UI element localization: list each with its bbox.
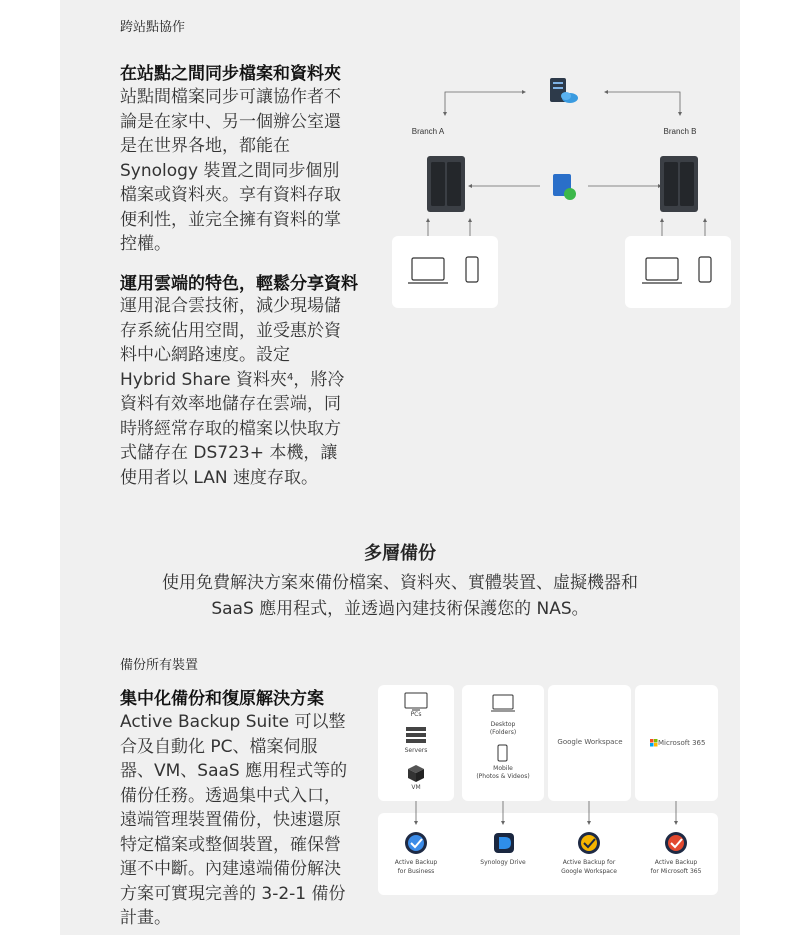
servers-label: Servers [404, 747, 428, 754]
text-line: 便利性，並完全擁有資料的掌 [120, 209, 341, 230]
sync-diagram-svg [390, 70, 735, 315]
pc-icon [405, 693, 427, 710]
active-backup-google-icon [578, 832, 600, 854]
app-label-line1: Active Backup [654, 859, 698, 866]
desktop-icon [491, 695, 515, 711]
app-label-line2: for Microsoft 365 [650, 868, 702, 875]
backup-description [120, 710, 347, 931]
sync-diagram [390, 70, 735, 315]
google-workspace-label: Google Workspace [557, 738, 623, 746]
text-line: 料中心網路速度。設定 [120, 345, 290, 365]
nas-device-icon [660, 156, 698, 212]
cloud-description [120, 294, 344, 490]
text-line: 論是在家中、另一個辦公室還 [120, 111, 341, 132]
desktop-label: Desktop [490, 721, 516, 728]
text-line: Active Backup Suite 可以整 [120, 712, 346, 732]
backup-title: 多層備份 [364, 543, 436, 564]
vm-icon [408, 765, 424, 782]
text-line: 備份任務。透過集中式入口， [120, 785, 341, 806]
nas-device-icon [427, 156, 465, 212]
text-line: 運用混合雲技術，減少現場儲 [120, 296, 341, 316]
heading-sync-files: 在站點之間同步檔案和資料夾 [120, 64, 341, 84]
text-line: 時將經常存取的檔案以快取方 [120, 418, 341, 439]
section-label-backup-devices: 備份所有裝置 [120, 658, 199, 673]
backup-subtitle [60, 570, 740, 622]
text-line: 使用免費解決方案來備份檔案、資料夾、實體裝置、虛擬機器和 [162, 573, 638, 593]
app-label-line2: for Business [397, 868, 435, 875]
heading-cloud-share: 運用雲端的特色，輕鬆分享資料 [120, 274, 358, 294]
text-line: 站點間檔案同步可讓協作者不 [120, 87, 341, 107]
text-segment: Hybrid Share 資料夾 [120, 369, 288, 390]
synology-drive-icon [494, 833, 514, 853]
mobile-sublabel: (Photos & Videos) [476, 773, 530, 780]
heading-centralized-backup: 集中化備份和復原解決方案 [120, 689, 324, 709]
section-label-collaboration: 跨站點協作 [120, 20, 186, 35]
text-line: 器、VM、SaaS 應用程式等的 [120, 761, 348, 781]
text-line: 計畫。 [120, 908, 171, 928]
text-line: 遠端管理裝置備份，快速還原 [120, 810, 341, 830]
text-line: 式儲存在 DS723+ 本機，讓 [120, 443, 338, 463]
server-icon [406, 727, 426, 743]
text-line: 合及自動化 PC、檔案伺服 [120, 736, 318, 757]
branch-a-label: Branch A [411, 127, 445, 136]
text-line: 檔案或資料夾。享有資料存取 [120, 185, 341, 205]
text-line [120, 368, 344, 393]
text-line: Synology 裝置之間同步個別 [120, 160, 340, 181]
active-backup-microsoft-icon [665, 832, 687, 854]
app-label-line1: Synology Drive [480, 859, 526, 866]
desktop-sublabel: (Folders) [489, 729, 517, 736]
arrow-head [522, 90, 526, 94]
mobile-label: Mobile [493, 765, 513, 772]
sync-description [120, 85, 341, 257]
footnote-link[interactable]: 4 [287, 371, 294, 383]
microsoft-365-label: Microsoft 365 [658, 739, 706, 747]
text-line: 資料有效率地儲存在雲端，同 [120, 394, 341, 414]
text-line: 存系統佔用空間，並受惠於資 [120, 320, 341, 341]
microsoft-logo [650, 739, 658, 747]
text-line: 是在世界各地，都能在 [120, 136, 290, 156]
text-segment: ，將冷 [293, 369, 345, 390]
text-line: 特定檔案或整個裝置，確保營 [120, 834, 341, 855]
text-line: SaaS 應用程式，並透過內建技術保護您的 NAS。 [211, 599, 589, 619]
pcs-label: PCs [410, 711, 422, 718]
text-line: 方案可實現完善的 3-2-1 備份 [120, 883, 346, 904]
app-label-line1: Active Backup [394, 859, 438, 866]
cloud-server-icon [550, 78, 578, 103]
backup-diagram [376, 683, 720, 897]
app-label-line2: Google Workspace [561, 868, 617, 875]
mobile-icon [498, 745, 507, 761]
vm-label: VM [411, 784, 421, 791]
app-label-line1: Active Backup for [562, 859, 616, 866]
sync-app-icon [553, 174, 576, 200]
text-line: 控權。 [120, 234, 171, 254]
active-backup-business-icon [405, 832, 427, 854]
device-card-a [392, 236, 498, 308]
text-line: 使用者以 LAN 速度存取。 [120, 467, 319, 488]
text-line: 運不中斷。內建遠端備份解決 [120, 859, 341, 879]
branch-b-label: Branch B [663, 127, 697, 136]
